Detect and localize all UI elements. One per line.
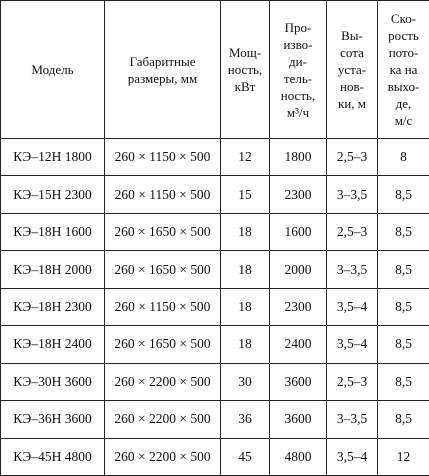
- cell-outlet-speed: 8,5: [378, 363, 429, 400]
- cell-dimensions: 260 × 2200 × 500: [105, 401, 221, 438]
- cell-dimensions: 260 × 2200 × 500: [105, 363, 221, 400]
- cell-mount-height: 3–3,5: [327, 176, 378, 213]
- cell-model: КЭ–18Н 2000: [1, 251, 105, 288]
- cell-dimensions: 260 × 1650 × 500: [105, 251, 221, 288]
- cell-dimensions: 260 × 1650 × 500: [105, 213, 221, 250]
- cell-model: КЭ–15Н 2300: [1, 176, 105, 213]
- table-row: [1, 438, 429, 476]
- cell-power: 45: [221, 438, 270, 476]
- header-row: [1, 1, 429, 139]
- cell-power: 18: [221, 213, 270, 250]
- table-row: [1, 176, 429, 213]
- cell-model: КЭ–12Н 1800: [1, 139, 105, 176]
- table-row: [1, 401, 429, 438]
- cell-model: КЭ–45Н 4800: [1, 438, 105, 476]
- table-row: [1, 213, 429, 250]
- table-row: [1, 326, 429, 363]
- cell-model: КЭ–30Н 3600: [1, 363, 105, 400]
- cell-outlet-speed: 8: [378, 139, 429, 176]
- header-power: Мощ- ность, кВт: [221, 1, 270, 139]
- cell-model: КЭ–18Н 2400: [1, 326, 105, 363]
- header-outlet-speed: Ско- рость пото- ка на выхо- де, м/с: [378, 1, 429, 139]
- cell-power: 15: [221, 176, 270, 213]
- cell-dimensions: 260 × 1150 × 500: [105, 176, 221, 213]
- cell-capacity: 2300: [270, 176, 327, 213]
- header-mount-height: Вы- сота уста- нов- ки, м: [327, 1, 378, 139]
- cell-mount-height: 3,5–4: [327, 288, 378, 325]
- cell-capacity: 2300: [270, 288, 327, 325]
- table-row: [1, 288, 429, 325]
- cell-capacity: 2000: [270, 251, 327, 288]
- cell-mount-height: 3,5–4: [327, 438, 378, 476]
- table-row: [1, 363, 429, 400]
- cell-outlet-speed: 8,5: [378, 251, 429, 288]
- cell-outlet-speed: 12: [378, 438, 429, 476]
- cell-mount-height: 2,5–3: [327, 213, 378, 250]
- cell-dimensions: 260 × 1150 × 500: [105, 139, 221, 176]
- cell-power: 18: [221, 288, 270, 325]
- cell-outlet-speed: 8,5: [378, 401, 429, 438]
- cell-model: КЭ–18Н 1600: [1, 213, 105, 250]
- cell-mount-height: 3,5–4: [327, 326, 378, 363]
- cell-outlet-speed: 8,5: [378, 326, 429, 363]
- header-dimensions: Габаритные размеры, мм: [105, 1, 221, 139]
- cell-power: 30: [221, 363, 270, 400]
- cell-capacity: 4800: [270, 438, 327, 476]
- cell-power: 12: [221, 139, 270, 176]
- cell-outlet-speed: 8,5: [378, 213, 429, 250]
- cell-outlet-speed: 8,5: [378, 288, 429, 325]
- cell-power: 36: [221, 401, 270, 438]
- cell-power: 18: [221, 326, 270, 363]
- cell-mount-height: 3–3,5: [327, 251, 378, 288]
- cell-dimensions: 260 × 2200 × 500: [105, 438, 221, 476]
- cell-capacity: 3600: [270, 363, 327, 400]
- cell-capacity: 2400: [270, 326, 327, 363]
- header-capacity: Про- изво- ди- тель- ность, м³/ч: [270, 1, 327, 139]
- table-row: [1, 251, 429, 288]
- header-model: Модель: [1, 1, 105, 139]
- cell-capacity: 1600: [270, 213, 327, 250]
- cell-capacity: 3600: [270, 401, 327, 438]
- cell-dimensions: 260 × 1650 × 500: [105, 326, 221, 363]
- cell-power: 18: [221, 251, 270, 288]
- cell-model: КЭ–18Н 2300: [1, 288, 105, 325]
- cell-mount-height: 2,5–3: [327, 139, 378, 176]
- table-row: [1, 139, 429, 176]
- cell-mount-height: 2,5–3: [327, 363, 378, 400]
- cell-model: КЭ–36Н 3600: [1, 401, 105, 438]
- cell-dimensions: 260 × 1150 × 500: [105, 288, 221, 325]
- cell-outlet-speed: 8,5: [378, 176, 429, 213]
- cell-capacity: 1800: [270, 139, 327, 176]
- cell-mount-height: 3–3,5: [327, 401, 378, 438]
